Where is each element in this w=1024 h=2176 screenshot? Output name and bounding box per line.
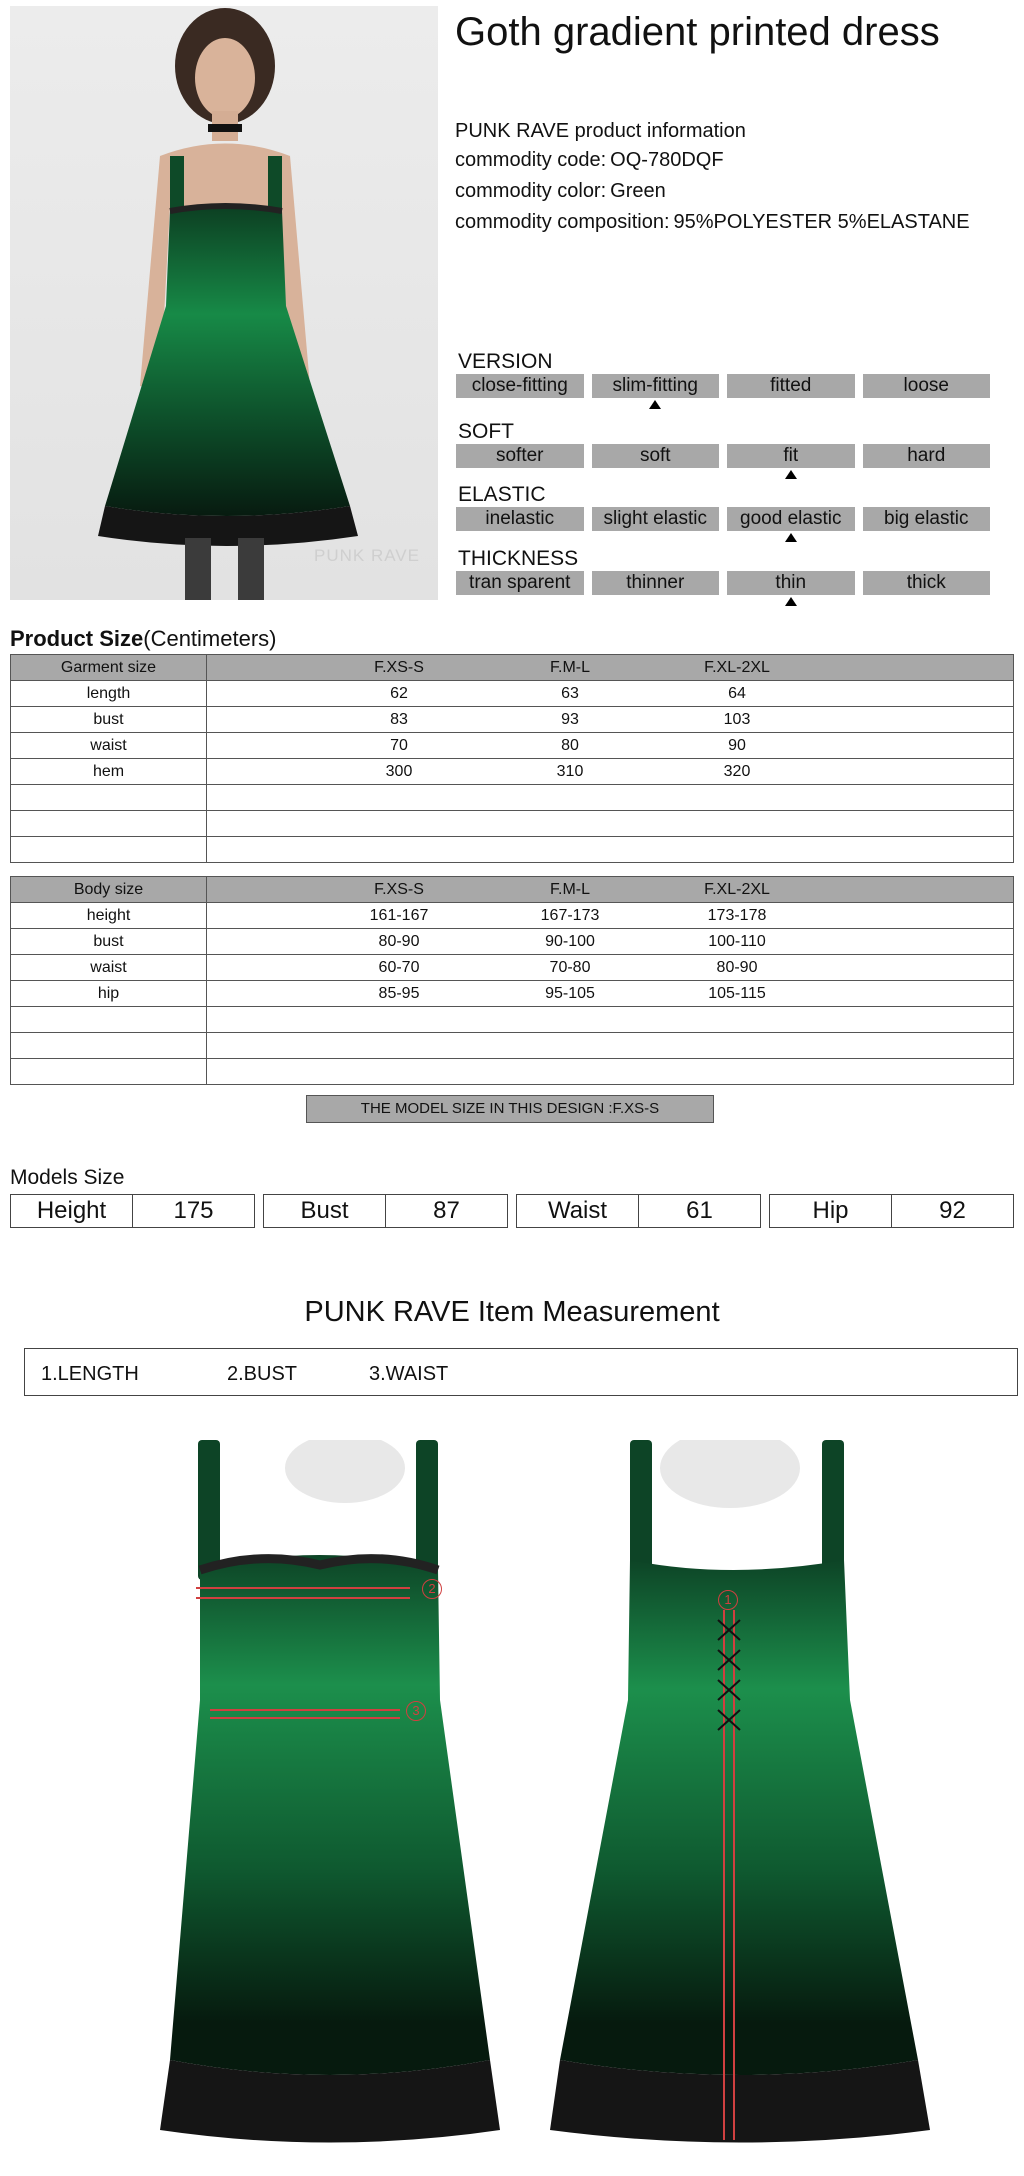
row-label: Garment size <box>11 655 207 681</box>
scale-option: fit <box>727 444 855 468</box>
table-cell: 85-95 <box>378 985 420 1002</box>
marker-waist: 3 <box>406 1701 426 1721</box>
table-cell: 95-105 <box>545 985 595 1002</box>
table-cell: 83 <box>390 711 408 728</box>
selected-marker-icon <box>785 597 797 606</box>
table-row <box>11 1007 1014 1033</box>
table-row <box>11 903 1014 929</box>
table-row <box>11 981 1014 1007</box>
color-value: Green <box>610 180 666 202</box>
scale-option: big elastic <box>863 507 991 531</box>
table-cell: 60-70 <box>378 959 420 976</box>
model-measure-hip <box>769 1194 1014 1228</box>
table-cell: 70-80 <box>549 959 591 976</box>
measurement-title: PUNK RAVE Item Measurement <box>304 1296 720 1328</box>
scale-option: fitted <box>727 374 855 398</box>
table-row <box>11 1059 1014 1085</box>
row-values <box>207 903 1014 929</box>
table-cell: 70 <box>390 737 408 754</box>
photo-watermark: PUNK RAVE <box>314 546 420 565</box>
models-size-label: Models Size <box>10 1166 125 1189</box>
table-row <box>11 733 1014 759</box>
model-size-note: THE MODEL SIZE IN THIS DESIGN :F.XS-S <box>306 1095 714 1123</box>
table-cell: 100-110 <box>708 933 766 950</box>
table-row <box>11 929 1014 955</box>
model-measure-name: Height <box>11 1195 133 1227</box>
row-label: waist <box>11 733 207 759</box>
row-values <box>207 681 1014 707</box>
attribute-scale-thickness <box>456 571 990 595</box>
table-row <box>11 811 1014 837</box>
table-cell: 320 <box>723 763 751 780</box>
selected-marker-icon <box>649 400 661 409</box>
attribute-scale-elastic <box>456 507 990 531</box>
row-label <box>11 1033 207 1059</box>
marker-length: 1 <box>718 1590 738 1610</box>
attribute-scale-soft <box>456 444 990 468</box>
attribute-title-version: VERSION <box>458 350 553 373</box>
row-label <box>11 785 207 811</box>
scale-option: slight elastic <box>592 507 720 531</box>
measurement-item-length: 1.LENGTH <box>41 1363 139 1385</box>
row-values <box>207 1033 1014 1059</box>
code-label: commodity code: <box>455 149 607 171</box>
commodity-code <box>455 149 724 172</box>
scale-option: slim-fitting <box>592 374 720 398</box>
model-measure-value: 87 <box>433 1197 460 1224</box>
row-values <box>207 981 1014 1007</box>
table-cell: 161-167 <box>369 907 429 924</box>
model-measure-name: Hip <box>770 1195 892 1227</box>
measurement-item-bust: 2.BUST <box>227 1363 298 1385</box>
table-cell: F.XS-S <box>374 881 424 898</box>
product-title: Goth gradient printed dress <box>455 10 940 54</box>
table-cell: F.XL-2XL <box>704 659 770 676</box>
dress-front-view <box>160 1440 500 2150</box>
product-size-title: Product Size <box>10 626 144 651</box>
scale-option: softer <box>456 444 584 468</box>
attribute-title-soft: SOFT <box>458 420 514 443</box>
row-values <box>207 877 1014 903</box>
row-values <box>207 1059 1014 1085</box>
scale-option: good elastic <box>727 507 855 531</box>
table-cell: 300 <box>385 763 413 780</box>
brand-info: PUNK RAVE product information <box>455 120 746 142</box>
model-measure-name: Waist <box>517 1195 639 1227</box>
table-cell: 103 <box>723 711 751 728</box>
model-measure-value: 92 <box>939 1197 966 1224</box>
table-row <box>11 837 1014 863</box>
table-row <box>11 955 1014 981</box>
table-row <box>11 1033 1014 1059</box>
marker-bust: 2 <box>422 1579 442 1599</box>
row-values <box>207 1007 1014 1033</box>
row-label <box>11 1059 207 1085</box>
product-size-heading <box>10 626 277 652</box>
attribute-title-elastic: ELASTIC <box>458 483 546 506</box>
product-photo <box>10 6 438 600</box>
measurement-legend <box>24 1348 1018 1396</box>
row-label: Body size <box>11 877 207 903</box>
table-row <box>11 759 1014 785</box>
table-cell: F.M-L <box>550 659 590 676</box>
commodity-composition <box>455 211 970 234</box>
table-cell: F.XS-S <box>374 659 424 676</box>
measurement-item-waist: 3.WAIST <box>369 1363 449 1385</box>
product-size-table <box>10 654 1014 863</box>
models-size-row <box>10 1194 1014 1228</box>
table-cell: 80 <box>561 737 579 754</box>
scale-option: inelastic <box>456 507 584 531</box>
table-cell: F.XL-2XL <box>704 881 770 898</box>
selected-marker-icon <box>785 533 797 542</box>
model-measure-waist <box>516 1194 761 1228</box>
row-label: hip <box>11 981 207 1007</box>
table-cell: 310 <box>556 763 584 780</box>
table-row <box>11 681 1014 707</box>
color-label: commodity color: <box>455 180 607 202</box>
scale-option: soft <box>592 444 720 468</box>
scale-option: thin <box>727 571 855 595</box>
row-values <box>207 785 1014 811</box>
table-cell: 63 <box>561 685 579 702</box>
row-values <box>207 955 1014 981</box>
selected-marker-icon <box>785 470 797 479</box>
table-header-row <box>11 655 1014 681</box>
row-values <box>207 655 1014 681</box>
table-header-row <box>11 877 1014 903</box>
row-label: height <box>11 903 207 929</box>
dress-back-view <box>540 1440 940 2150</box>
attribute-title-thickness: THICKNESS <box>458 547 579 570</box>
body-size-table <box>10 876 1014 1085</box>
model-measure-bust <box>263 1194 508 1228</box>
row-values <box>207 733 1014 759</box>
row-label: bust <box>11 929 207 955</box>
table-cell: 105-115 <box>708 985 766 1002</box>
row-label <box>11 811 207 837</box>
model-measure-value: 175 <box>173 1197 214 1224</box>
model-measure-name: Bust <box>264 1195 386 1227</box>
row-label <box>11 837 207 863</box>
row-values <box>207 929 1014 955</box>
attribute-scale-version <box>456 374 990 398</box>
table-cell: 90 <box>728 737 746 754</box>
table-cell: 173-178 <box>707 907 767 924</box>
scale-option: thick <box>863 571 991 595</box>
row-values <box>207 759 1014 785</box>
row-values <box>207 707 1014 733</box>
table-row <box>11 707 1014 733</box>
commodity-color <box>455 180 666 203</box>
product-size-unit: (Centimeters) <box>143 626 277 651</box>
table-cell: 62 <box>390 685 408 702</box>
composition-label: commodity composition: <box>455 211 670 233</box>
table-cell: F.M-L <box>550 881 590 898</box>
row-label: hem <box>11 759 207 785</box>
model-measure-height <box>10 1194 255 1228</box>
scale-option: close-fitting <box>456 374 584 398</box>
table-cell: 80-90 <box>378 933 420 950</box>
model-illustration <box>10 6 438 600</box>
row-label: length <box>11 681 207 707</box>
row-label: waist <box>11 955 207 981</box>
scale-option: tran sparent <box>456 571 584 595</box>
model-measure-value: 61 <box>686 1197 713 1224</box>
table-cell: 93 <box>561 711 579 728</box>
row-values <box>207 837 1014 863</box>
table-row <box>11 785 1014 811</box>
scale-option: loose <box>863 374 991 398</box>
row-values <box>207 811 1014 837</box>
scale-option: hard <box>863 444 991 468</box>
table-cell: 167-173 <box>540 907 600 924</box>
table-cell: 90-100 <box>545 933 595 950</box>
table-cell: 80-90 <box>716 959 758 976</box>
table-cell: 64 <box>728 685 746 702</box>
row-label: bust <box>11 707 207 733</box>
composition-value: 95%POLYESTER 5%ELASTANE <box>673 211 970 233</box>
scale-option: thinner <box>592 571 720 595</box>
row-label <box>11 1007 207 1033</box>
code-value: OQ-780DQF <box>610 149 724 171</box>
